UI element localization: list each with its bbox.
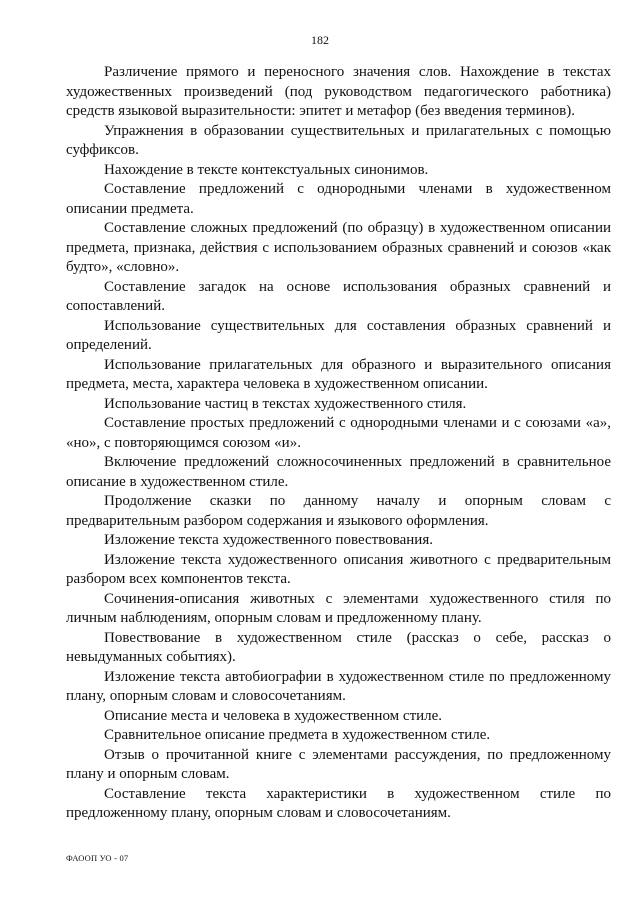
paragraph: Изложение текста автобиографии в художественном стиле по предложенному плану, опорным словам и словосочетаниям. xyxy=(66,668,611,704)
paragraph: Описание места и человека в художественном стиле. xyxy=(104,707,443,724)
paragraph: Составление текста характеристики в художественном стиле по предложенному плану, опорным словам и словосочетаниям. xyxy=(66,785,611,821)
paragraph: Различение прямого и переносного значения слов. Нахождение в текстах художественных произведений (под руководством педагогического работника) средств языковой выразительности: эпитет и метафор (без введения терминов). xyxy=(66,64,611,119)
body-text xyxy=(66,63,611,824)
paragraph: Отзыв о прочитанной книге с элементами рассуждения, по предложенному плану и опорным словам. xyxy=(66,746,611,782)
paragraph: Продолжение сказки по данному началу и опорным словам с предварительным разбором содержания и языкового оформления. xyxy=(66,493,611,529)
paragraph: Нахождение в тексте контекстуальных синонимов. xyxy=(104,161,429,178)
page-number: 182 xyxy=(311,33,329,47)
paragraph: Составление простых предложений с однородными членами и с союзами «а», «но», с повторяющимся союзом «и». xyxy=(66,415,611,451)
paragraph: Сравнительное описание предмета в художественном стиле. xyxy=(104,727,491,743)
paragraph: Составление сложных предложений (по образцу) в художественном описании предмета, признака, действия с использованием образных сравнений и союзов «как будто», «словно». xyxy=(66,220,611,275)
paragraph: Сочинения-описания животных с элементами художественного стиля по личным наблюдениям, опорным словам и предложенному плану. xyxy=(66,590,611,626)
paragraph: Использование частиц в текстах художественного стиля. xyxy=(104,395,467,412)
paragraph: Изложение текста художественного описания животного с предварительным разбором всех компонентов текста. xyxy=(66,551,611,587)
paragraph: Упражнения в образовании существительных и прилагательных с помощью суффиксов. xyxy=(66,122,611,158)
paragraph: Использование прилагательных для образного и выразительного описания предмета, места, характера человека в художественном описании. xyxy=(66,356,611,392)
paragraph: Составление предложений с однородными членами в художественном описании предмета. xyxy=(66,181,611,217)
paragraph: Повествование в художественном стиле (рассказ о себе, рассказ о невыдуманных событиях). xyxy=(66,629,611,665)
paragraph: Включение предложений сложносочиненных предложений в сравнительное описание в художественном стиле. xyxy=(66,454,611,490)
document-footer: ФАООП УО - 07 xyxy=(66,853,129,863)
paragraph: Использование существительных для составления образных сравнений и определений. xyxy=(66,317,611,353)
paragraph: Составление загадок на основе использования образных сравнений и сопоставлений. xyxy=(66,278,611,314)
paragraph: Изложение текста художественного повествования. xyxy=(104,532,433,548)
